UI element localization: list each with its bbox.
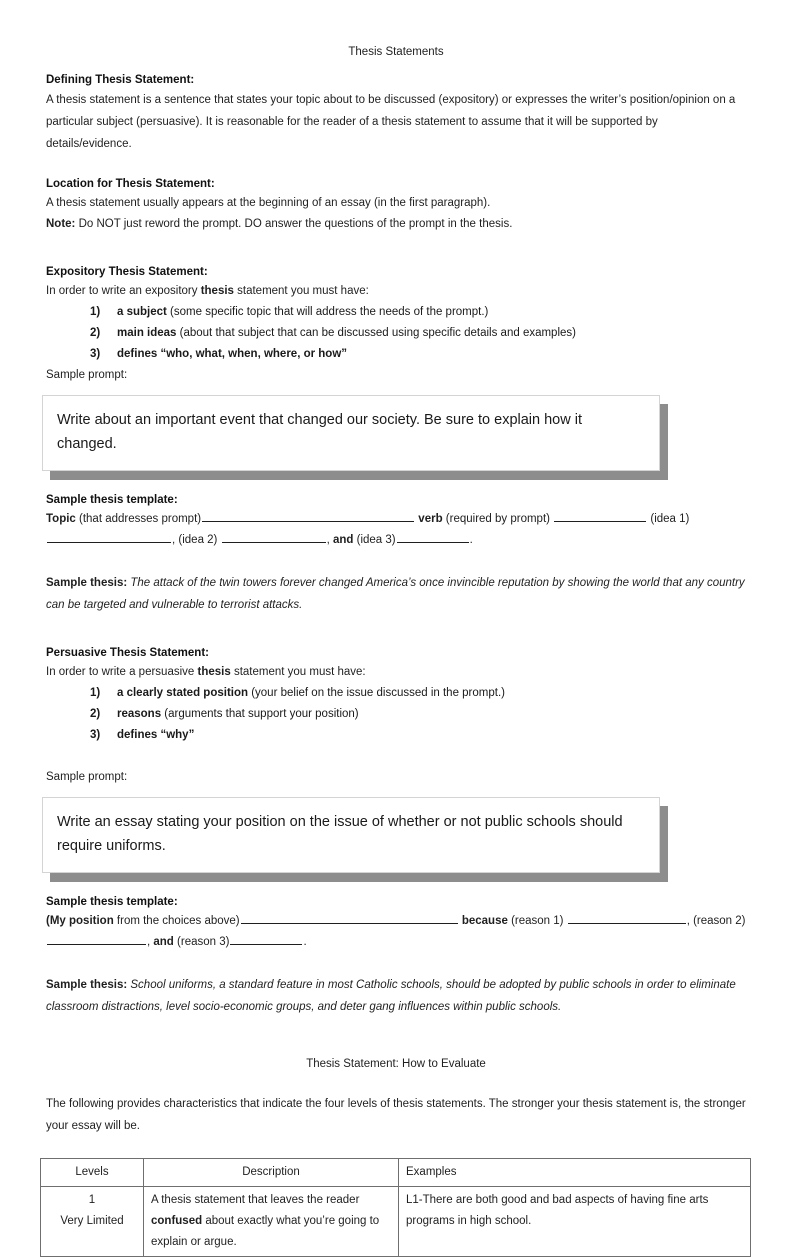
expository-sample-thesis — [46, 572, 746, 616]
persuasive-intro-bold: thesis — [197, 666, 231, 678]
blank-field[interactable] — [222, 531, 326, 543]
blank-field[interactable] — [397, 531, 469, 543]
table-header-levels: Levels — [41, 1159, 144, 1187]
spacer — [46, 953, 746, 974]
list-item-number: 2) — [90, 327, 101, 339]
blank-field[interactable] — [47, 933, 146, 945]
document-content — [46, 44, 746, 1257]
list-item-bold: defines “why” — [117, 729, 195, 741]
blank-field[interactable] — [241, 912, 458, 924]
list-item-rest: (arguments that support your position) — [161, 708, 359, 720]
template-myposition-note: from the choices above) — [113, 915, 240, 927]
spacer — [46, 746, 746, 767]
note-body: Do NOT just reword the prompt. DO answer the questions of the prompt in the thesis. — [78, 218, 513, 230]
template-idea1-note: (idea 1) — [647, 513, 690, 525]
label-expository-sample-thesis-template: Sample thesis template: — [46, 494, 178, 506]
blank-field[interactable] — [554, 510, 646, 522]
template-and-label: and — [153, 936, 174, 948]
paragraph-defining-body: A thesis statement is a sentence that states your topic about to be discussed (expository) or expresses the writer’s position/opinion on a particular subject (persuasive). It is reasonable for the reader of a thesis statement to assume that it will be supported by details/evidence. — [46, 94, 736, 150]
spacer — [46, 616, 746, 645]
table-header-description: Description — [144, 1159, 399, 1187]
persuasive-requirements-list — [46, 683, 746, 746]
spacer — [46, 1084, 746, 1093]
persuasive-sample-thesis — [46, 974, 746, 1018]
list-item-number: 1) — [90, 306, 101, 318]
template-idea3-note: (idea 3) — [353, 534, 396, 546]
template-reason2-note: , (reason 2) — [686, 915, 746, 927]
spacer — [46, 1137, 746, 1158]
table-header-examples: Examples — [399, 1159, 751, 1187]
table-header-row — [41, 1159, 751, 1187]
spacer — [46, 386, 746, 395]
paragraph-location-note — [46, 214, 746, 235]
paragraph-evaluate-body: The following provides characteristics that indicate the four levels of thesis statements. The stronger your thesis statement is, the stronger your essay will be. — [46, 1098, 746, 1132]
list-item — [46, 683, 746, 704]
expository-template-line-2 — [46, 530, 746, 551]
list-item-text — [117, 302, 746, 323]
list-item-number: 3) — [90, 729, 101, 741]
list-item — [46, 302, 746, 323]
list-item-bold: reasons — [117, 708, 162, 720]
persuasive-intro-post: statement you must have: — [230, 666, 366, 678]
label-expository-sample-prompt: Sample prompt: — [46, 369, 128, 381]
table-cell-description — [144, 1187, 399, 1257]
template-sep: , — [326, 534, 333, 546]
template-because-label: because — [461, 915, 508, 927]
sample-thesis-text: School uniforms, a standard feature in most Catholic schools, should be adopted by public schools in order to eliminate classroom distractions, level socio-economic groups, and deter gang influences within public schools. — [46, 979, 736, 1013]
spacer — [46, 551, 746, 572]
table-row — [41, 1187, 751, 1257]
template-topic-note: (that addresses prompt) — [75, 513, 202, 525]
spacer — [46, 155, 746, 176]
list-item-text — [117, 323, 746, 344]
list-item — [46, 323, 746, 344]
list-item-rest: (about that subject that can be discussed using specific details and examples) — [176, 327, 576, 339]
template-verb-note: (required by prompt) — [442, 513, 554, 525]
list-item-text — [117, 704, 746, 725]
persuasive-template-line-1 — [46, 911, 746, 932]
heading-persuasive-thesis-statement: Persuasive Thesis Statement: — [46, 647, 209, 659]
template-sep: , — [147, 936, 154, 948]
label-persuasive-sample-prompt: Sample prompt: — [46, 771, 128, 783]
expository-intro-post: statement you must have: — [233, 285, 369, 297]
heading-defining-thesis-statement: Defining Thesis Statement: — [46, 74, 195, 86]
expository-sample-prompt-box: Write about an important event that changed our society. Be sure to explain how it changed. — [42, 395, 660, 471]
spacer — [46, 1047, 746, 1056]
list-item-number: 2) — [90, 708, 101, 720]
list-item-bold: defines “who, what, when, where, or how” — [117, 348, 348, 360]
paragraph-expository-intro — [46, 281, 746, 302]
template-reason1-note: (reason 1) — [507, 915, 567, 927]
level-number: 1 — [88, 1194, 96, 1206]
description-pre: A thesis statement that leaves the reader — [151, 1194, 360, 1206]
expository-sample-prompt-box-wrapper — [42, 395, 660, 471]
persuasive-intro-pre: In order to write a persuasive — [46, 666, 198, 678]
expository-intro-pre: In order to write an expository — [46, 285, 201, 297]
expository-intro-bold: thesis — [200, 285, 234, 297]
template-verb-label: verb — [418, 513, 443, 525]
expository-requirements-list — [46, 302, 746, 365]
list-item-text — [117, 683, 746, 704]
list-item-bold: a subject — [117, 306, 167, 318]
blank-field[interactable] — [202, 510, 414, 522]
list-item-number: 1) — [90, 687, 101, 699]
list-item — [46, 344, 746, 365]
list-item-number: 3) — [90, 348, 101, 360]
template-idea2-note: , (idea 2) — [172, 534, 221, 546]
spacer — [46, 1018, 746, 1047]
heading-thesis-statement-how-to-evaluate: Thesis Statement: How to Evaluate — [306, 1058, 486, 1070]
blank-field[interactable] — [568, 912, 686, 924]
template-period: . — [469, 534, 473, 546]
label-persuasive-sample-thesis-template: Sample thesis template: — [46, 896, 178, 908]
spacer — [46, 788, 746, 797]
paragraph-location-body: A thesis statement usually appears at the beginning of an essay (in the first paragraph). — [46, 197, 491, 209]
list-item-rest: (your belief on the issue discussed in the prompt.) — [248, 687, 505, 699]
table-cell-example: L1-There are both good and bad aspects of having fine arts programs in high school. — [399, 1187, 751, 1257]
list-item-bold: a clearly stated position — [117, 687, 249, 699]
level-name: Very Limited — [60, 1215, 124, 1227]
blank-field[interactable] — [230, 933, 302, 945]
list-item-rest: (some specific topic that will address the needs of the prompt.) — [166, 306, 489, 318]
list-item-text — [117, 344, 746, 365]
persuasive-sample-prompt-box-wrapper — [42, 797, 660, 873]
persuasive-template-line-2 — [46, 932, 746, 953]
sample-thesis-label: Sample thesis: — [46, 577, 128, 589]
template-period: . — [303, 936, 307, 948]
list-item — [46, 704, 746, 725]
thesis-levels-table — [40, 1158, 751, 1257]
description-post: about exactly what you’re going to explain or argue. — [151, 1215, 380, 1248]
heading-location-for-thesis-statement: Location for Thesis Statement: — [46, 178, 215, 190]
template-myposition-label: (My position — [46, 915, 114, 927]
expository-template-line-1 — [46, 509, 746, 530]
template-and-label: and — [332, 534, 354, 546]
heading-expository-thesis-statement: Expository Thesis Statement: — [46, 266, 208, 278]
blank-field[interactable] — [47, 531, 171, 543]
list-item-bold: main ideas — [117, 327, 177, 339]
note-label: Note: — [46, 218, 76, 230]
template-reason3-note: (reason 3) — [173, 936, 230, 948]
table-cell-level — [41, 1187, 144, 1257]
description-bold: confused — [151, 1215, 203, 1227]
persuasive-sample-prompt-box: Write an essay stating your position on the issue of whether or not public schools should require uniforms. — [42, 797, 660, 873]
paragraph-persuasive-intro — [46, 662, 746, 683]
sample-thesis-label: Sample thesis: — [46, 979, 128, 991]
spacer — [46, 235, 746, 264]
document-title: Thesis Statements — [348, 46, 444, 58]
sample-thesis-text: The attack of the twin towers forever changed America’s once invincible reputation by showing the world that any country can be targeted and vulnerable to terrorist attacks. — [46, 577, 745, 611]
template-topic-label: Topic — [46, 513, 76, 525]
list-item-text — [117, 725, 746, 746]
list-item — [46, 725, 746, 746]
